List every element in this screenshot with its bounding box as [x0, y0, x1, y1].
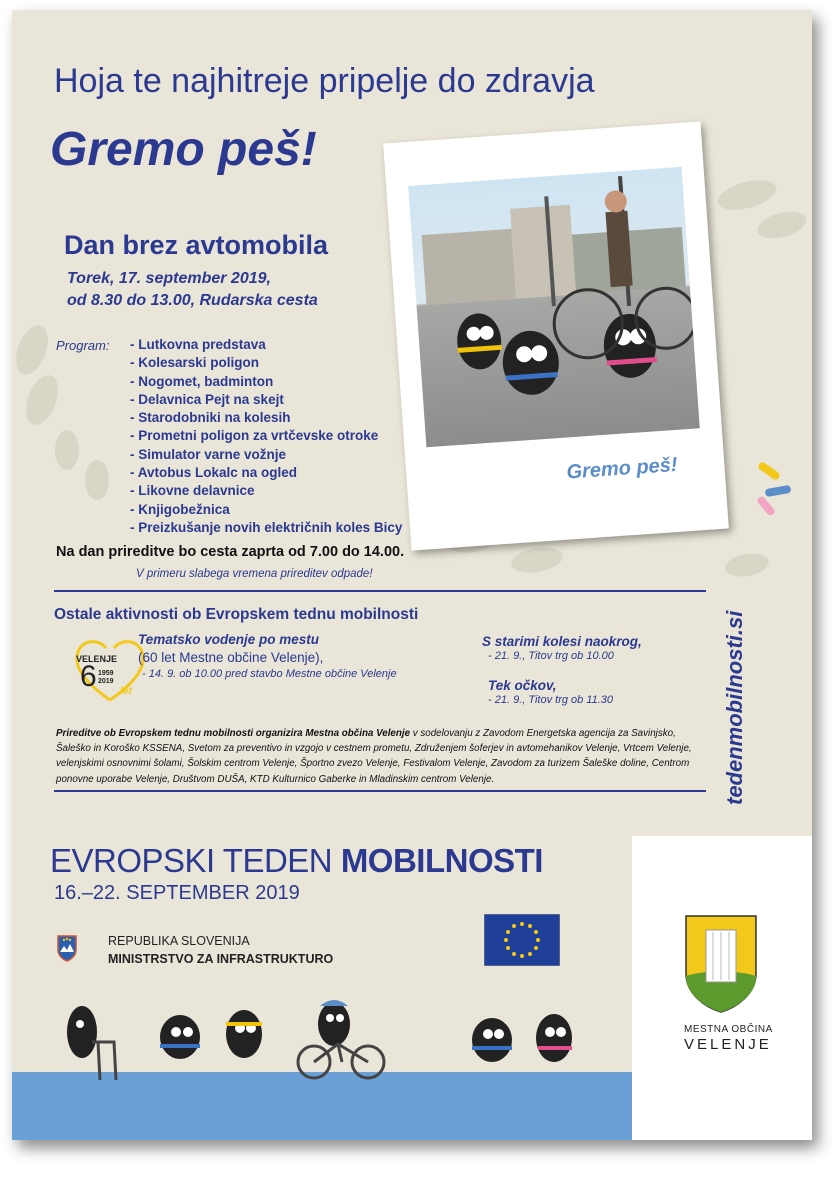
program-item: - Kolesarski poligon	[130, 355, 260, 371]
activity-info: - 14. 9. ob 10.00 pred stavbo Mestne občine Velenje	[142, 668, 397, 680]
activity-info: - 21. 9., Titov trg ob 11.30	[488, 694, 614, 706]
program-label: Program:	[56, 338, 110, 353]
color-dashes-decoration	[747, 462, 797, 522]
program-item: - Knjigobežnica	[130, 501, 230, 517]
campaign-name-light: EVROPSKI TEDEN	[50, 842, 341, 879]
eu-flag-icon	[484, 914, 560, 966]
event-photo	[408, 167, 700, 447]
photo-illustration	[408, 167, 700, 447]
ministry-line2: MINISTRSTVO ZA INFRASTRUKTURO	[108, 952, 334, 966]
program-item: - Preizkušanje novih električnih koles Bicy	[130, 519, 403, 535]
divider	[54, 590, 706, 592]
logo-suffix: let	[120, 686, 132, 697]
program-item: - Lutkovna predstava	[130, 337, 266, 352]
side-url: tedenmobilnosti.si	[722, 610, 747, 805]
activity-info: - 21. 9., Titov trg ob 10.00	[488, 650, 614, 662]
velenje-crest-icon	[684, 914, 758, 1014]
divider	[54, 790, 706, 792]
organizer-bold: Prireditve ob Evropskem tednu mobilnosti organizira Mestna občina Velenje	[56, 728, 411, 739]
other-activities-title: Ostale aktivnosti ob Evropskem tednu mobilnosti	[54, 606, 419, 623]
activity-title: Tematsko vodenje po mestu	[138, 632, 320, 647]
logo-years: 1959 2019	[98, 670, 114, 685]
event-title: Dan brez avtomobila	[64, 230, 329, 260]
campaign-name	[50, 842, 543, 880]
road-closure-note: Na dan prireditve bo cesta zaprta od 7.00 do 14.00.	[56, 544, 405, 560]
municipality-line1: MESTNA OBČINA	[684, 1024, 773, 1035]
program-item: - Starodobniki na kolesih	[130, 410, 291, 426]
logo-big-digit: 6	[80, 660, 97, 693]
program-list	[130, 336, 402, 537]
program-item: - Nogomet, badminton	[130, 373, 274, 389]
organizer-rest: v sodelovanju z Zavodom Energetska agencija za Savinjsko, Šaleško in Koroško KSSENA, Svetom za preventivo in vzgojo v cestnem prometu, Združenjem šoferjev in avtomehanikov Velenje, Vrtcem Velenje, velenjskimi osnovnimi šolami, Šolskim centrom Velenje, Športno zvezo Velenje, Festivalom Velenje, Zavodom za turizem Šaleške doline, Centrom ponovne uporabe Velenje, Društvom DUŠA, KTD Kulturnico Gaberke in Mladinskim centrom Velenje.	[56, 728, 692, 785]
bottom-band	[12, 1072, 632, 1140]
program-item: - Prometni poligon za vrtčevske otroke	[130, 428, 379, 444]
program-item: - Delavnica Pejt na skejt	[130, 391, 284, 407]
photo-caption: Gremo peš!	[565, 453, 679, 484]
campaign-name-bold: MOBILNOSTI	[340, 842, 543, 879]
mascots-illustration	[52, 992, 592, 1082]
slogan: Gremo peš!	[50, 123, 317, 176]
program-item: - Simulator varne vožnje	[130, 446, 287, 462]
poster	[12, 10, 812, 1140]
slovenia-coat-of-arms-icon	[56, 934, 78, 962]
municipality-line2: VELENJE	[684, 1036, 772, 1053]
event-date	[67, 268, 318, 312]
organizer-text	[56, 726, 711, 787]
headline: Hoja te najhitreje pripelje do zdravja	[54, 62, 595, 100]
activity-title: Tek očkov,	[488, 678, 557, 693]
program-item: - Avtobus Lokalc na ogled	[130, 465, 298, 481]
activity-subtitle: (60 let Mestne občine Velenje),	[138, 650, 324, 665]
campaign-dates: 16.–22. SEPTEMBER 2019	[54, 882, 300, 904]
event-date-line1: Torek, 17. september 2019,	[67, 270, 271, 287]
photo-frame	[383, 121, 729, 550]
program-item: - Likovne delavnice	[130, 483, 255, 499]
ministry-line1: REPUBLIKA SLOVENIJA	[108, 934, 250, 948]
weather-note: V primeru slabega vremena prireditev odpade!	[136, 568, 373, 580]
activity-title: S starimi kolesi naokrog,	[482, 634, 642, 649]
logo-name: VELENJE	[76, 654, 118, 664]
event-date-line2: od 8.30 do 13.00, Rudarska cesta	[67, 292, 318, 309]
